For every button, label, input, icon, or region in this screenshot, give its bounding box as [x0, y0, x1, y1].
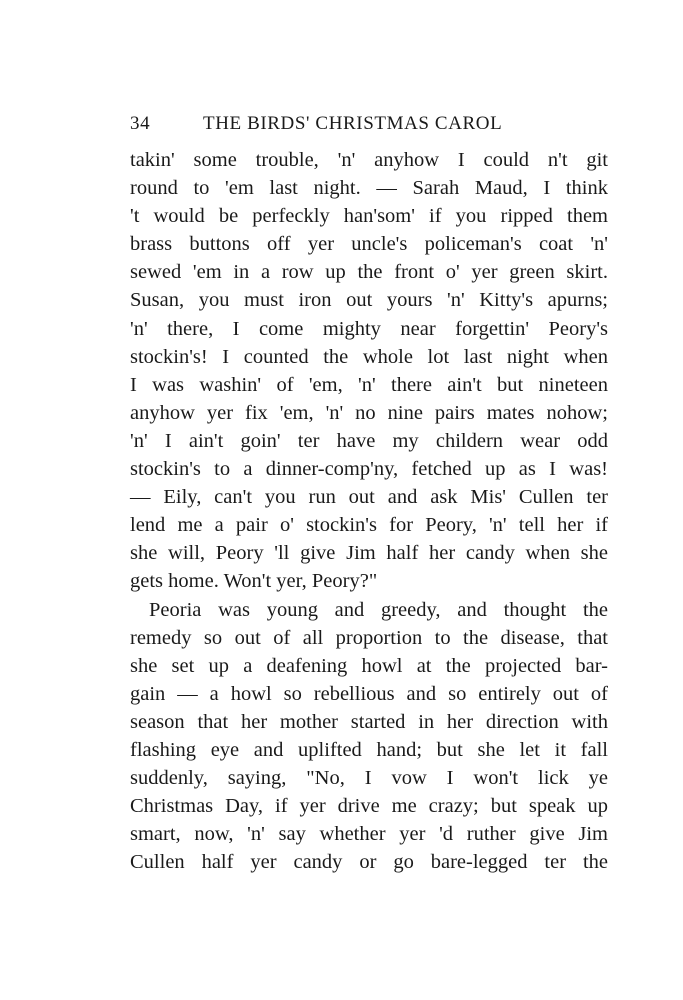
text-line: lend me a pair o' stockin's for Peory, 'n' tell her if: [130, 514, 608, 537]
text-line: remedy so out of all proportion to the disease, that: [130, 626, 608, 649]
text-line: gain — a howl so rebellious and so entirely out of: [130, 682, 608, 705]
text-line: 'n' there, I come mighty near forgettin' Peory's: [130, 317, 608, 340]
text-line: flashing eye and uplifted hand; but she let it fall: [130, 738, 608, 761]
text-line: I was washin' of 'em, 'n' there ain't but nineteen: [130, 373, 608, 396]
text-line: anyhow yer fix 'em, 'n' no nine pairs mates nohow;: [130, 401, 608, 424]
text-line: she set up a deafening howl at the projected bar-: [130, 654, 608, 677]
text-line: season that her mother started in her direction with: [130, 710, 608, 733]
text-line: she will, Peory 'll give Jim half her candy when she: [130, 542, 608, 565]
running-title: THE BIRDS' CHRISTMAS CAROL: [203, 113, 503, 134]
text-line: sewed 'em in a row up the front o' yer green skirt.: [130, 261, 608, 284]
text-line: — Eily, can't you run out and ask Mis' Cullen ter: [130, 486, 608, 509]
text-line: Susan, you must iron out yours 'n' Kitty's apurns;: [130, 289, 608, 312]
text-line: Christmas Day, if yer drive me crazy; but speak up: [130, 795, 608, 818]
text-line: stockin's! I counted the whole lot last night when: [130, 345, 608, 368]
body-text: [130, 146, 608, 876]
text-line: 'n' I ain't goin' ter have my childern wear odd: [130, 429, 608, 452]
text-line: brass buttons off yer uncle's policeman's coat 'n': [130, 233, 608, 256]
text-line: gets home. Won't yer, Peory?": [130, 570, 378, 593]
text-line: smart, now, 'n' say whether yer 'd ruther give Jim: [130, 823, 608, 846]
page-number: 34: [130, 113, 151, 134]
text-line: round to 'em last night. — Sarah Maud, I think: [130, 177, 608, 200]
text-line: 't would be perfeckly han'som' if you ripped them: [130, 205, 608, 228]
text-line: Peoria was young and greedy, and thought the: [149, 598, 608, 621]
text-line: stockin's to a dinner-comp'ny, fetched up as I was!: [130, 458, 608, 481]
page-header: [130, 113, 530, 143]
text-line: Cullen half yer candy or go bare-legged ter the: [130, 851, 608, 874]
text-line: suddenly, saying, "No, I vow I won't lick ye: [130, 767, 608, 790]
text-line: takin' some trouble, 'n' anyhow I could n't git: [130, 149, 608, 171]
